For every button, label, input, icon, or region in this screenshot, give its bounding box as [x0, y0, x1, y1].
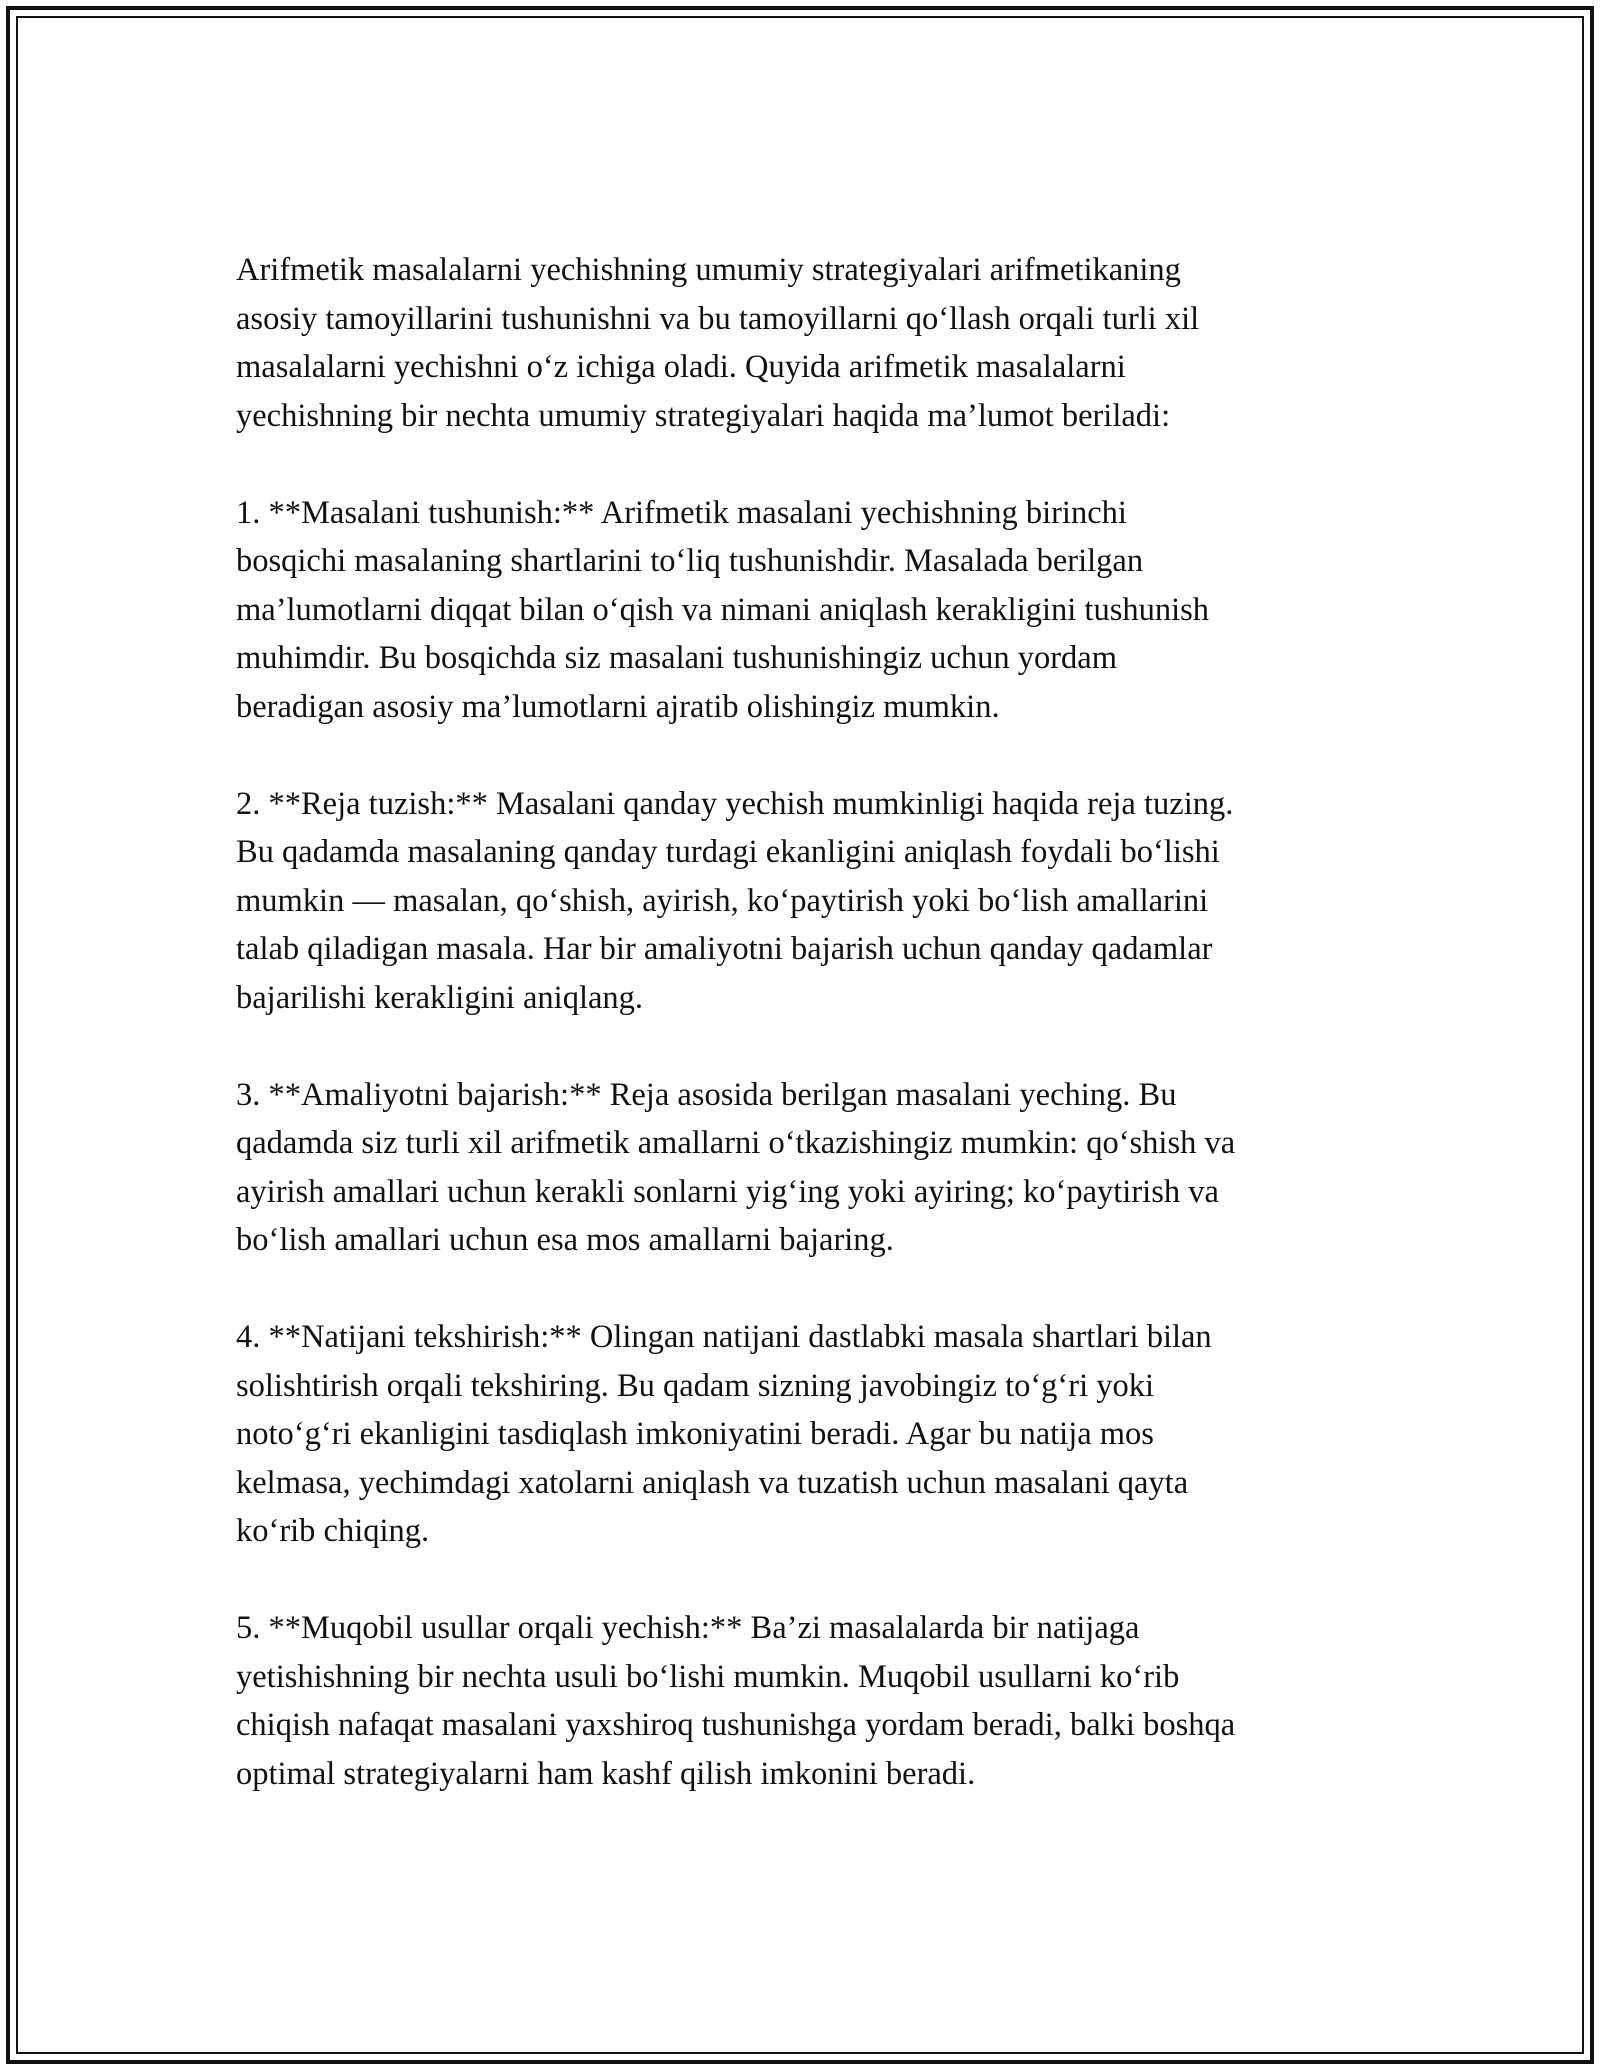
text-line: bajarilishi kerakligini aniqlang. [236, 979, 644, 1016]
text-line: chiqish nafaqat masalani yaxshiroq tushunishga yordam beradi, balki boshqa [236, 1707, 1236, 1743]
strategy-item-2 [236, 780, 1366, 1023]
strategy-item-3 [236, 1071, 1366, 1265]
strategy-item-5 [236, 1604, 1366, 1798]
text-line: ayirish amallari uchun kerakli sonlarni yig‘ing yoki ayiring; ko‘paytirish va [236, 1173, 1219, 1210]
text-line: muhimdir. Bu bosqichda siz masalani tushunishingiz uchun yordam [236, 640, 1118, 676]
text-line: 3. **Amaliyotni bajarish:** Reja asosida berilgan masalani yeching. Bu [236, 1076, 1177, 1113]
text-line: Bu qadamda masalaning qanday turdagi ekanligini aniqlash foydali bo‘lishi [236, 834, 1220, 870]
text-line: kelmasa, yechimdagi xatolarni aniqlash va tuzatish uchun masalani qayta [236, 1464, 1189, 1501]
text-line: yechishning bir nechta umumiy strategiyalari haqida ma’lumot beriladi: [236, 397, 1171, 434]
document-body [236, 246, 1366, 1847]
text-line: masalalarni yechishni o‘z ichiga oladi. Quyida arifmetik masalalarni [236, 349, 1126, 385]
strategy-item-1 [236, 489, 1366, 732]
text-line: 4. **Natijani tekshirish:** Olingan natijani dastlabki masala shartlari bilan [236, 1319, 1212, 1355]
strategy-item-4 [236, 1313, 1366, 1556]
text-line: solishtirish orqali tekshiring. Bu qadam sizning javobingiz to‘g‘ri yoki [236, 1367, 1155, 1404]
text-line: ko‘rib chiqing. [236, 1513, 430, 1549]
text-line: beradigan asosiy ma’lumotlarni ajratib olishingiz mumkin. [236, 688, 1000, 725]
text-line: 1. **Masalani tushunish:** Arifmetik masalani yechishning birinchi [236, 494, 1127, 531]
text-line: optimal strategiyalarni ham kashf qilish imkonini beradi. [236, 1755, 976, 1792]
text-line: bosqichi masalaning shartlarini to‘liq tushunishdir. Masalada berilgan [236, 543, 1144, 579]
text-line: 2. **Reja tuzish:** Masalani qanday yechish mumkinligi haqida reja tuzing. [236, 785, 1234, 822]
text-line: talab qiladigan masala. Har bir amaliyotni bajarish uchun qanday qadamlar [236, 931, 1213, 967]
text-line: Arifmetik masalalarni yechishning umumiy strategiyalari arifmetikaning [236, 252, 1181, 288]
text-line: asosiy tamoyillarini tushunishni va bu tamoyillarni qo‘llash orqali turli xil [236, 300, 1200, 337]
text-line: qadamda siz turli xil arifmetik amallarni o‘tkazishingiz mumkin: qo‘shish va [236, 1125, 1236, 1161]
text-line: ma’lumotlarni diqqat bilan o‘qish va nimani aniqlash kerakligini tushunish [236, 591, 1210, 628]
text-line: mumkin — masalan, qo‘shish, ayirish, ko‘paytirish yoki bo‘lish amallarini [236, 882, 1209, 919]
text-line: yetishishning bir nechta usuli bo‘lishi mumkin. Muqobil usullarni ko‘rib [236, 1658, 1180, 1695]
text-line: bo‘lish amallari uchun esa mos amallarni bajaring. [236, 1222, 894, 1258]
text-line: noto‘g‘ri ekanligini tasdiqlash imkoniyatini beradi. Agar bu natija mos [236, 1416, 1154, 1452]
intro-paragraph [236, 246, 1366, 440]
text-line: 5. **Muqobil usullar orqali yechish:** Ba’zi masalalarda bir natijaga [236, 1610, 1140, 1646]
